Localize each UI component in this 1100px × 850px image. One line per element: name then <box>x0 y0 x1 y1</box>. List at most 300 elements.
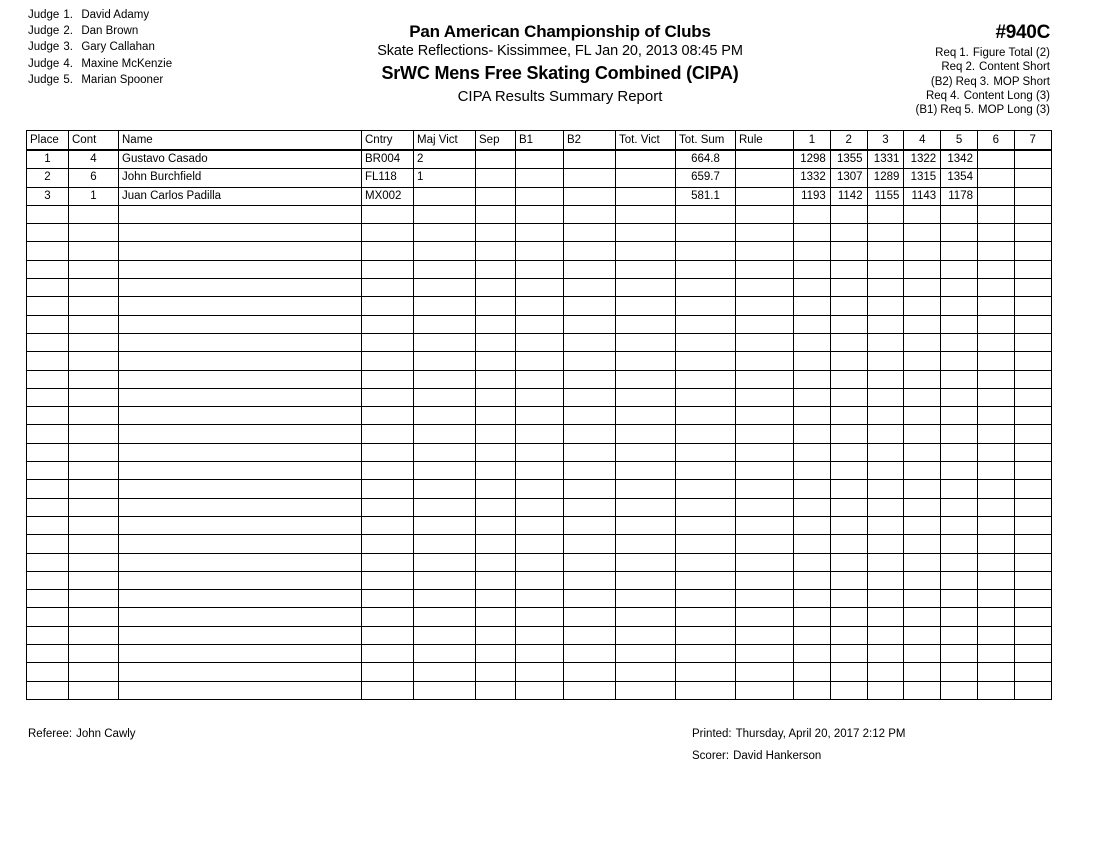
cell-empty <box>977 279 1014 297</box>
cell-rule <box>736 150 794 169</box>
cell-empty <box>414 333 476 351</box>
cell-empty <box>476 279 516 297</box>
table-row-empty[interactable] <box>27 553 1052 571</box>
cell-empty <box>676 571 736 589</box>
judge-number: 5. <box>63 73 73 86</box>
event-title: Pan American Championship of Clubs <box>409 22 711 41</box>
table-row[interactable] <box>27 150 1052 169</box>
column-header-2[interactable]: 2 <box>830 131 867 151</box>
cell-empty <box>867 663 904 681</box>
table-row-empty[interactable] <box>27 516 1052 534</box>
report-header <box>0 0 1100 122</box>
cell-empty <box>977 535 1014 553</box>
cell-empty <box>736 388 794 406</box>
cell-empty <box>941 516 978 534</box>
cell-empty <box>564 352 616 370</box>
cell-empty <box>794 480 831 498</box>
cell-empty <box>119 279 362 297</box>
cell-empty <box>119 535 362 553</box>
cell-empty <box>830 571 867 589</box>
column-header-cont[interactable]: Cont <box>69 131 119 151</box>
cell-empty <box>941 681 978 699</box>
cell-empty <box>794 315 831 333</box>
cell-empty <box>794 590 831 608</box>
cell-empty <box>736 205 794 223</box>
column-header-name[interactable]: Name <box>119 131 362 151</box>
cell-empty <box>736 663 794 681</box>
cell-empty <box>794 516 831 534</box>
cell-empty <box>476 480 516 498</box>
cell-cont: 4 <box>69 150 119 169</box>
cell-empty <box>830 626 867 644</box>
cell-empty <box>119 407 362 425</box>
cell-judge-score: 1178 <box>941 187 978 205</box>
cell-empty <box>476 407 516 425</box>
requirement-word: Req <box>925 89 948 102</box>
cell-empty <box>941 571 978 589</box>
cell-empty <box>564 443 616 461</box>
table-row-empty[interactable] <box>27 297 1052 315</box>
cell-cont: 1 <box>69 187 119 205</box>
cell-empty <box>119 370 362 388</box>
cell-empty <box>904 297 941 315</box>
cell-empty <box>516 663 564 681</box>
table-row-empty[interactable] <box>27 480 1052 498</box>
results-table <box>26 130 1052 700</box>
cell-empty <box>414 370 476 388</box>
column-header-place[interactable]: Place <box>27 131 69 151</box>
cell-empty <box>794 608 831 626</box>
cell-empty <box>904 315 941 333</box>
cell-empty <box>676 516 736 534</box>
cell-empty <box>676 370 736 388</box>
cell-empty <box>794 205 831 223</box>
cell-empty <box>516 370 564 388</box>
cell-empty <box>1014 626 1051 644</box>
column-header-4[interactable]: 4 <box>904 131 941 151</box>
cell-empty <box>616 645 676 663</box>
cell-empty <box>476 590 516 608</box>
cell-empty <box>119 205 362 223</box>
cell-empty <box>941 498 978 516</box>
judge-row <box>28 7 172 23</box>
cell-empty <box>119 626 362 644</box>
column-header-6[interactable]: 6 <box>977 131 1014 151</box>
cell-empty <box>362 370 414 388</box>
requirement-label: Content Long (3) <box>963 89 1050 102</box>
cell-empty <box>414 645 476 663</box>
column-header-sep[interactable]: Sep <box>476 131 516 151</box>
cell-empty <box>564 333 616 351</box>
cell-empty <box>27 425 69 443</box>
cell-b1 <box>516 187 564 205</box>
cell-empty <box>564 242 616 260</box>
cell-empty <box>1014 242 1051 260</box>
column-header-7[interactable]: 7 <box>1014 131 1051 151</box>
cell-empty <box>1014 333 1051 351</box>
cell-empty <box>362 315 414 333</box>
cell-empty <box>119 242 362 260</box>
cell-empty <box>362 425 414 443</box>
judge-row <box>28 39 172 55</box>
cell-empty <box>676 352 736 370</box>
cell-empty <box>616 224 676 242</box>
cell-empty <box>564 663 616 681</box>
cell-empty <box>830 333 867 351</box>
cell-name: John Burchfield <box>119 169 362 187</box>
cell-empty <box>616 407 676 425</box>
cell-empty <box>736 626 794 644</box>
cell-empty <box>414 626 476 644</box>
cell-place: 3 <box>27 187 69 205</box>
printed-line <box>692 728 905 740</box>
requirement-row <box>916 89 1050 103</box>
table-row-empty[interactable] <box>27 224 1052 242</box>
cell-empty <box>27 462 69 480</box>
cell-empty <box>676 681 736 699</box>
cell-empty <box>676 333 736 351</box>
cell-empty <box>476 535 516 553</box>
cell-empty <box>69 260 119 278</box>
cell-judge-score: 1193 <box>794 187 831 205</box>
judge-word: Judge <box>28 25 60 38</box>
cell-empty <box>362 571 414 589</box>
table-row-empty[interactable] <box>27 407 1052 425</box>
cell-empty <box>414 315 476 333</box>
cell-empty <box>1014 480 1051 498</box>
cell-empty <box>362 663 414 681</box>
table-row-empty[interactable] <box>27 498 1052 516</box>
cell-empty <box>867 260 904 278</box>
cell-empty <box>27 352 69 370</box>
cell-empty <box>516 260 564 278</box>
cell-empty <box>69 480 119 498</box>
cell-empty <box>676 553 736 571</box>
cell-empty <box>977 352 1014 370</box>
cell-empty <box>736 590 794 608</box>
cell-empty <box>414 407 476 425</box>
cell-empty <box>830 279 867 297</box>
table-row[interactable] <box>27 169 1052 187</box>
cell-empty <box>476 553 516 571</box>
table-row-empty[interactable] <box>27 626 1052 644</box>
cell-empty <box>476 571 516 589</box>
table-row-empty[interactable] <box>27 205 1052 223</box>
table-row-empty[interactable] <box>27 663 1052 681</box>
column-header-tot-vict[interactable]: Tot. Vict <box>616 131 676 151</box>
column-header-1[interactable]: 1 <box>794 131 831 151</box>
cell-empty <box>676 315 736 333</box>
cell-empty <box>867 279 904 297</box>
cell-empty <box>676 205 736 223</box>
cell-empty <box>867 370 904 388</box>
cell-empty <box>616 443 676 461</box>
cell-empty <box>794 681 831 699</box>
cell-empty <box>736 297 794 315</box>
scorer-name: David Hankerson <box>733 750 822 762</box>
cell-empty <box>476 498 516 516</box>
cell-empty <box>830 242 867 260</box>
judge-word: Judge <box>28 9 60 21</box>
cell-empty <box>69 279 119 297</box>
cell-empty <box>736 480 794 498</box>
cell-empty <box>1014 352 1051 370</box>
cell-empty <box>977 242 1014 260</box>
cell-empty <box>564 535 616 553</box>
cell-empty <box>69 333 119 351</box>
judge-name: Maxine McKenzie <box>81 57 173 70</box>
cell-empty <box>830 480 867 498</box>
cell-empty <box>616 462 676 480</box>
cell-rule <box>736 169 794 187</box>
table-row-empty[interactable] <box>27 425 1052 443</box>
cell-empty <box>362 681 414 699</box>
table-row-empty[interactable] <box>27 462 1052 480</box>
table-row[interactable] <box>27 187 1052 205</box>
cell-empty <box>414 388 476 406</box>
cell-empty <box>904 608 941 626</box>
cell-empty <box>830 498 867 516</box>
cell-empty <box>516 571 564 589</box>
column-header-rule[interactable]: Rule <box>736 131 794 151</box>
cell-empty <box>867 553 904 571</box>
cell-empty <box>119 681 362 699</box>
cell-empty <box>616 388 676 406</box>
cell-empty <box>69 315 119 333</box>
cell-empty <box>867 224 904 242</box>
cell-empty <box>1014 516 1051 534</box>
column-header-cntry[interactable]: Cntry <box>362 131 414 151</box>
cell-empty <box>27 553 69 571</box>
cell-empty <box>516 333 564 351</box>
cell-empty <box>977 443 1014 461</box>
cell-judge-score: 1355 <box>830 150 867 169</box>
cell-empty <box>794 535 831 553</box>
cell-empty <box>830 516 867 534</box>
cell-empty <box>904 626 941 644</box>
requirement-word: Req <box>940 104 962 117</box>
cell-empty <box>516 516 564 534</box>
cell-empty <box>941 333 978 351</box>
cell-empty <box>904 590 941 608</box>
cell-empty <box>69 370 119 388</box>
cell-empty <box>69 645 119 663</box>
cell-empty <box>516 681 564 699</box>
cell-empty <box>69 242 119 260</box>
cell-empty <box>362 608 414 626</box>
cell-empty <box>941 443 978 461</box>
cell-empty <box>830 224 867 242</box>
cell-empty <box>676 260 736 278</box>
cell-empty <box>69 681 119 699</box>
cell-empty <box>69 407 119 425</box>
table-row-empty[interactable] <box>27 571 1052 589</box>
requirement-label: Figure Total (2) <box>972 47 1050 59</box>
table-row-empty[interactable] <box>27 608 1052 626</box>
table-row-empty[interactable] <box>27 388 1052 406</box>
cell-empty <box>867 462 904 480</box>
cell-empty <box>476 297 516 315</box>
cell-empty <box>977 626 1014 644</box>
column-header-maj-vict[interactable]: Maj Vict <box>414 131 476 151</box>
cell-empty <box>676 535 736 553</box>
cell-empty <box>904 681 941 699</box>
cell-judge-score <box>977 150 1014 169</box>
cell-empty <box>941 260 978 278</box>
table-row-empty[interactable] <box>27 645 1052 663</box>
requirement-word: Req <box>935 47 957 59</box>
cell-empty <box>69 425 119 443</box>
judge-row <box>28 56 172 72</box>
table-row-empty[interactable] <box>27 370 1052 388</box>
cell-empty <box>736 516 794 534</box>
cell-empty <box>516 535 564 553</box>
table-row-empty[interactable] <box>27 681 1052 699</box>
cell-empty <box>616 315 676 333</box>
column-header-tot-sum[interactable]: Tot. Sum <box>676 131 736 151</box>
requirement-label: MOP Long (3) <box>977 104 1050 117</box>
cell-empty <box>69 608 119 626</box>
cell-empty <box>616 352 676 370</box>
table-row-empty[interactable] <box>27 260 1052 278</box>
cell-empty <box>736 224 794 242</box>
cell-empty <box>904 388 941 406</box>
column-header-b2[interactable]: B2 <box>564 131 616 151</box>
column-header-3[interactable]: 3 <box>867 131 904 151</box>
cell-empty <box>69 352 119 370</box>
cell-empty <box>362 260 414 278</box>
cell-empty <box>830 553 867 571</box>
cell-empty <box>977 333 1014 351</box>
column-header-b1[interactable]: B1 <box>516 131 564 151</box>
cell-empty <box>616 608 676 626</box>
cell-empty <box>362 645 414 663</box>
cell-empty <box>119 590 362 608</box>
cell-empty <box>564 425 616 443</box>
cell-empty <box>476 425 516 443</box>
cell-judge-score: 1155 <box>867 187 904 205</box>
cell-empty <box>867 315 904 333</box>
cell-empty <box>69 498 119 516</box>
scorer-label: Scorer: <box>692 750 730 762</box>
cell-empty <box>27 571 69 589</box>
cell-empty <box>794 224 831 242</box>
cell-empty <box>616 571 676 589</box>
cell-empty <box>676 608 736 626</box>
cell-empty <box>904 224 941 242</box>
table-row-empty[interactable] <box>27 590 1052 608</box>
cell-empty <box>904 462 941 480</box>
cell-empty <box>516 279 564 297</box>
cell-empty <box>564 407 616 425</box>
requirement-number: 3. <box>979 75 990 88</box>
cell-empty <box>476 242 516 260</box>
cell-empty <box>362 205 414 223</box>
cell-empty <box>736 315 794 333</box>
cell-empty <box>977 571 1014 589</box>
table-row-empty[interactable] <box>27 315 1052 333</box>
cell-empty <box>736 242 794 260</box>
cell-empty <box>414 260 476 278</box>
table-row-empty[interactable] <box>27 443 1052 461</box>
cell-empty <box>516 462 564 480</box>
cell-empty <box>69 516 119 534</box>
cell-name: Juan Carlos Padilla <box>119 187 362 205</box>
cell-empty <box>736 571 794 589</box>
cell-empty <box>362 388 414 406</box>
judge-name: Gary Callahan <box>81 41 155 54</box>
cell-empty <box>119 333 362 351</box>
table-row-empty[interactable] <box>27 279 1052 297</box>
judge-number: 2. <box>63 25 73 38</box>
cell-cntry: FL118 <box>362 169 414 187</box>
cell-empty <box>736 407 794 425</box>
table-row-empty[interactable] <box>27 333 1052 351</box>
cell-empty <box>476 352 516 370</box>
cell-empty <box>867 388 904 406</box>
cell-empty <box>830 590 867 608</box>
cell-empty <box>564 608 616 626</box>
cell-empty <box>941 645 978 663</box>
cell-empty <box>736 553 794 571</box>
table-row-empty[interactable] <box>27 535 1052 553</box>
cell-empty <box>27 333 69 351</box>
cell-empty <box>27 608 69 626</box>
cell-empty <box>904 425 941 443</box>
cell-empty <box>867 626 904 644</box>
cell-empty <box>736 608 794 626</box>
cell-empty <box>830 608 867 626</box>
judge-row <box>28 23 172 39</box>
cell-tot-vict <box>616 169 676 187</box>
cell-empty <box>516 205 564 223</box>
cell-empty <box>794 663 831 681</box>
cell-judge-score <box>1014 169 1051 187</box>
cell-empty <box>867 425 904 443</box>
requirement-bonus-prefix: (B2) <box>930 75 953 88</box>
cell-empty <box>69 297 119 315</box>
table-body <box>27 150 1052 699</box>
cell-empty <box>904 443 941 461</box>
requirement-number: 2. <box>965 61 976 74</box>
cell-sep <box>476 187 516 205</box>
cell-judge-score: 1142 <box>830 187 867 205</box>
cell-empty <box>27 242 69 260</box>
cell-empty <box>27 681 69 699</box>
cell-empty <box>564 205 616 223</box>
cell-empty <box>867 242 904 260</box>
column-header-5[interactable]: 5 <box>941 131 978 151</box>
referee-name: John Cawly <box>76 728 136 740</box>
cell-empty <box>736 260 794 278</box>
cell-empty <box>119 608 362 626</box>
requirement-number: 5. <box>964 104 974 117</box>
cell-empty <box>69 224 119 242</box>
table-row-empty[interactable] <box>27 352 1052 370</box>
report-name: CIPA Results Summary Report <box>457 88 663 105</box>
cell-empty <box>941 352 978 370</box>
cell-empty <box>676 498 736 516</box>
cell-empty <box>830 645 867 663</box>
table-row-empty[interactable] <box>27 242 1052 260</box>
cell-empty <box>941 626 978 644</box>
cell-empty <box>941 224 978 242</box>
cell-empty <box>904 516 941 534</box>
cell-empty <box>676 480 736 498</box>
cell-empty <box>27 297 69 315</box>
cell-b2 <box>564 187 616 205</box>
judge-panel <box>28 7 172 88</box>
